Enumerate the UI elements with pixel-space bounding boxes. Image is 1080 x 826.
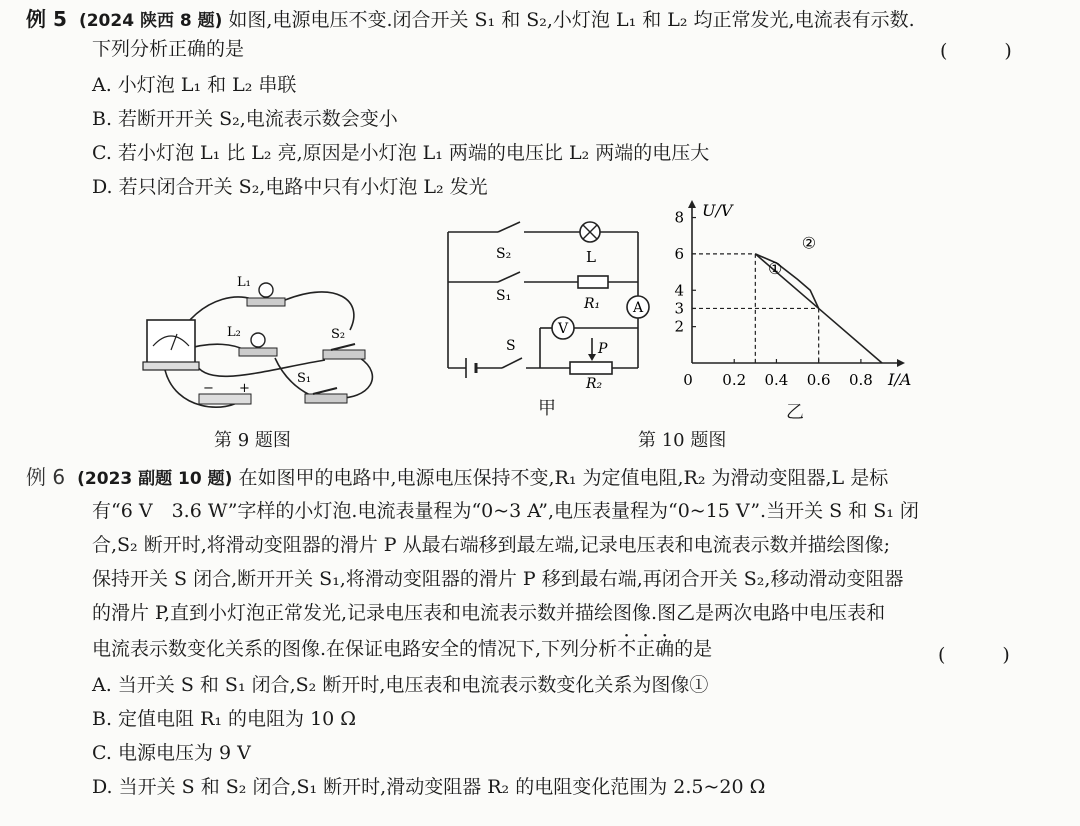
switch-s1-base: [305, 394, 347, 403]
x-tick-label: 0.8: [848, 371, 873, 389]
y-axis-label: U/V: [702, 201, 733, 220]
wire: [285, 292, 354, 330]
figure-10-circuit: [440, 218, 660, 418]
ex5-source: (2024 陕西 8 题): [78, 11, 223, 31]
ex6-stem-line1: [26, 464, 888, 492]
ex6-stem-line6: [92, 636, 712, 662]
switch-s2-lever: [331, 344, 355, 350]
switch-s1-blade: [498, 272, 520, 282]
y-tick-label: 2: [674, 317, 684, 336]
y-axis-arrow: [688, 200, 696, 208]
y-tick-label: 8: [674, 208, 684, 227]
wire: [335, 358, 372, 398]
figure-10-circuit-caption: 甲: [538, 398, 556, 419]
y-tick-label: 4: [674, 281, 684, 300]
y-tick-label: 3: [674, 299, 684, 318]
figure-10-graph-caption: 乙: [786, 402, 804, 423]
figure-10-graph: [672, 198, 932, 398]
label-p: P: [598, 341, 608, 357]
figure-10-caption: 第 10 题图: [638, 430, 727, 451]
label-r1: R₁: [584, 296, 601, 312]
switch-s2-blade: [498, 222, 520, 232]
ex6-stem-text5: 的滑片 P,直到小灯泡正常发光,记录电压表和电流表示数并描绘图像.图乙是两次电路中电压表和: [92, 602, 886, 624]
ex6-stem-text4: 保持开关 S 闭合,断开开关 S₁,将滑动变阻器的滑片 P 移到最右端,再闭合开关 S₂,移动滑动变阻器: [92, 568, 904, 590]
voltmeter-letter: V: [557, 321, 569, 337]
lamp-l2-bulb: [251, 333, 265, 347]
ex6-option-a: A. 当开关 S 和 S₁ 闭合,S₂ 断开时,电压表和电流表示数变化关系为图像①: [92, 674, 709, 696]
ex5-stem-line1: [26, 6, 915, 34]
ex6-answer-paren: ( ): [938, 644, 1010, 666]
ex5-stem-text2: 下列分析正确的是: [92, 38, 245, 60]
emphasis-char: 确: [655, 638, 675, 660]
x-tick-label: 0.2: [722, 371, 747, 389]
ex6-stem-text2: 有“6 V 3.6 W”字样的小灯泡.电流表量程为“0~3 A”,电压表量程为“0~15 V”.当开关 S 和 S₁ 闭: [92, 500, 919, 522]
figure-9-caption: 第 9 题图: [214, 430, 291, 451]
battery-minus: −: [203, 381, 214, 396]
switch-s1-lever: [313, 388, 337, 394]
ammeter-base: [143, 362, 199, 370]
x-tick-label: 0.6: [806, 371, 831, 389]
ex5-label: 例 5: [26, 7, 67, 31]
label-s2: S₂: [496, 246, 512, 262]
ex6-option-b: B. 定值电阻 R₁ 的电阻为 10 Ω: [92, 708, 357, 730]
ex6-stem-text6: 电流表示数变化关系的图像.在保证电路安全的情况下,下列分析: [92, 638, 618, 660]
ex5-option-c: C. 若小灯泡 L₁ 比 L₂ 亮,原因是小灯泡 L₁ 两端的电压比 L₂ 两端的电压大: [92, 142, 710, 164]
ex6-emphasis-dotted: [617, 638, 674, 660]
x-tick-label: 0: [683, 371, 693, 389]
resistor-r1: [578, 276, 608, 288]
label-lamp: L: [586, 248, 596, 266]
label-r2: R₂: [586, 376, 603, 392]
lamp-l2-base: [239, 348, 277, 356]
ex5-option-a: A. 小灯泡 L₁ 和 L₂ 串联: [92, 74, 297, 96]
ammeter-body: [147, 320, 195, 365]
ex6-source: (2023 副题 10 题): [77, 469, 233, 489]
lamp-l1-label: L₁: [237, 275, 251, 290]
figure-9-circuit: [135, 270, 395, 425]
emphasis-char: 正: [636, 638, 656, 660]
x-axis-label: I/A: [888, 370, 912, 389]
lamp-l1-bulb: [259, 283, 273, 297]
label-s: S: [506, 338, 516, 354]
lamp-l1-base: [247, 298, 285, 306]
x-axis-arrow: [897, 359, 905, 367]
y-tick-label: 6: [674, 244, 684, 263]
ex5-stem-text1: 如图,电源电压不变.闭合开关 S₁ 和 S₂,小灯泡 L₁ 和 L₂ 均正常发光,电流表有示数.: [228, 9, 915, 31]
battery-plus: +: [239, 381, 250, 396]
ex5-answer-paren: ( ): [940, 40, 1012, 62]
switch-s-blade: [502, 358, 522, 368]
ex5-option-d: D. 若只闭合开关 S₂,电路中只有小灯泡 L₂ 发光: [92, 176, 488, 198]
ex6-stem-text6-end: 的是: [674, 638, 713, 660]
ex6-option-c: C. 电源电压为 9 V: [92, 742, 251, 764]
series-label-1: ①: [768, 258, 783, 278]
ex5-option-b: B. 若断开开关 S₂,电流表示数会变小: [92, 108, 398, 130]
emphasis-char: 不: [617, 638, 637, 660]
switch-s2-base: [323, 350, 365, 359]
resistor-r2: [570, 362, 612, 374]
series-label-2: ②: [801, 233, 817, 253]
lamp-l2-label: L₂: [227, 325, 241, 340]
ex6-stem-text1: 在如图甲的电路中,电源电压保持不变,R₁ 为定值电阻,R₂ 为滑动变阻器,L 是标: [238, 467, 889, 489]
switch-s2-label: S₂: [331, 327, 346, 342]
label-s1: S₁: [496, 288, 512, 304]
ex6-stem-text3: 合,S₂ 断开时,将滑动变阻器的滑片 P 从最右端移到最左端,记录电压表和电流表示数并描绘图像;: [92, 534, 891, 556]
switch-s1-label: S₁: [297, 371, 312, 386]
x-tick-label: 0.4: [764, 371, 789, 389]
ex6-option-d: D. 当开关 S 和 S₂ 闭合,S₁ 断开时,滑动变阻器 R₂ 的电阻变化范围为 2.5~20 Ω: [92, 776, 766, 798]
slider-p-arrowhead: [588, 354, 596, 361]
ammeter-letter: A: [632, 300, 644, 316]
ex6-label: 例 6: [26, 465, 66, 489]
